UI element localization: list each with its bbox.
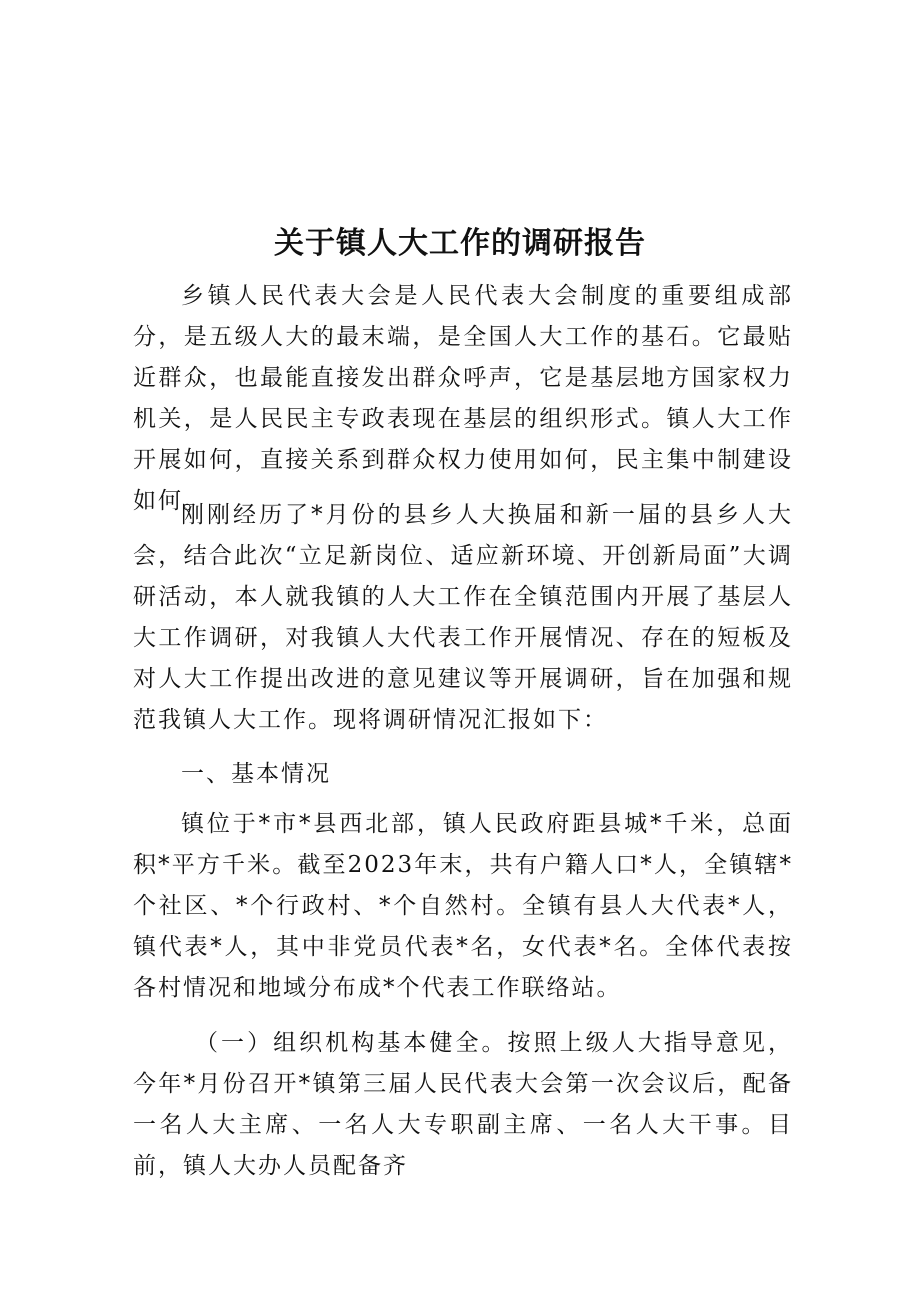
paragraph-background: 刚刚经历了*月份的县乡人大换届和新一届的县乡人大会，结合此次“立足新岗位、适应新环境、开创新局面”大调研活动，本人就我镇的人大工作在全镇范围内开展了基层人大工作调研，对我镇人大代表工作开展情况、存在的短板及对人大工作提出改进的意见建议等开展调研，旨在加强和规范我镇人大工作。现将调研情况汇报如下：: [133, 502, 793, 733]
paragraph-intro: 乡镇人民代表大会是人民代表大会制度的重要组成部分，是五级人大的最末端，是全国人大工作的基石。它最贴近群众，也最能直接发出群众呼声，它是基层地方国家权力机关，是人民民主专政表现在基层的组织形式。镇人大工作开展如何，直接关系到群众权力使用如何，民主集中制建设如何。: [133, 283, 793, 514]
document-title: 关于镇人大工作的调研报告: [274, 226, 646, 261]
paragraph-organization: （一）组织机构基本健全。按照上级人大指导意见，今年*月份召开*镇第三届人民代表大会第一次会议后，配备一名人大主席、一名人大专职副主席、一名人大干事。目前，镇人大办人员配备齐: [133, 1030, 793, 1179]
section-heading-basic-info: 一、基本情况: [181, 761, 331, 787]
paragraph-basic-info: 镇位于*市*县西北部，镇人民政府距县城*千米，总面积*平方千米。截至2023年末，共有户籍人口*人，全镇辖*个社区、*个行政村、*个自然村。全镇有县人大代表*人，镇代表*人，其中非党员代表*名，女代表*名。全体代表按各村情况和地域分布成*个代表工作联络站。: [133, 811, 793, 1001]
